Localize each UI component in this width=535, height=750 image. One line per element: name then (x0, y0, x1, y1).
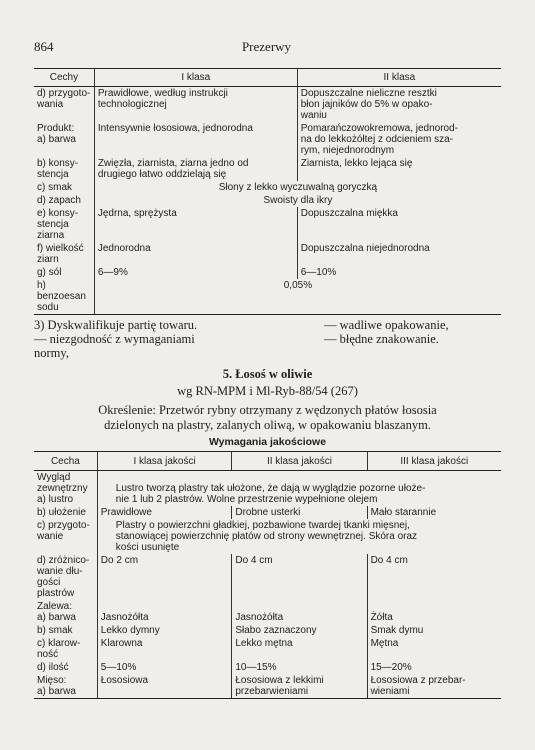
row-value-class-1: Prawidłowe, według instrukcji technologicznej (94, 87, 297, 123)
note-line-1: 3) Dyskwalifikuje partię towaru. (34, 318, 198, 332)
row-value-both-classes: Swoisty dla ikry (263, 195, 333, 206)
section-definition: Określenie: Przetwór rybny otrzymany z wędzonych płatów łososia dzielonych na plastry, zalanych oliwą, w opakowaniu blaszanym. (98, 403, 437, 432)
requirements-title: Wymagania jakościowe (208, 436, 327, 448)
col-header-quality-2: II klasa jakości (232, 452, 367, 471)
row-value-quality-1: 5—10% (97, 661, 232, 674)
table-row (34, 207, 501, 242)
row-feature: h) benzoesan sodu (34, 279, 94, 315)
table-row (34, 600, 501, 624)
row-value-class-1: 6—9% (94, 266, 297, 279)
row-value-all-classes: Lustro tworzą plastry tak ułożone, że dają w wyglądzie pozorne ułoże- nie 1 lub 2 plastrów. Wolne przestrzenie wypełnione olejem (115, 483, 426, 505)
table-row (34, 122, 501, 157)
table-row (34, 471, 501, 507)
row-feature: c) klarow- ność (34, 637, 97, 661)
row-value-quality-2: Lekko mętna (232, 637, 367, 661)
table-row (34, 637, 501, 661)
col-header-class-1: I klasa (94, 69, 297, 87)
row-feature: Zalewa: a) barwa (34, 600, 97, 624)
row-value-quality-1: Łososiowa (97, 674, 232, 699)
row-feature: Produkt: a) barwa (34, 122, 94, 157)
row-feature: Wygląd zewnętrzny a) lustro (34, 471, 97, 507)
row-value-class-1: Zwięzła, ziarnista, ziarna jedno od drugiego łatwo oddzielają się (94, 157, 297, 181)
note-line-3: normy, (34, 346, 69, 360)
table-row (34, 624, 501, 637)
row-feature: e) konsy- stencja ziarna (34, 207, 94, 242)
row-feature: b) konsy- stencja (34, 157, 94, 181)
row-value-class-2: Pomarańczowokremowa, jednorod- na do lekkożółtej z odcieniem sza- rym, niejednorodnym (300, 123, 459, 156)
table-row (34, 519, 501, 554)
table-row (34, 674, 501, 699)
row-feature: c) smak (34, 181, 94, 194)
row-value-class-1: Jędrna, sprężysta (94, 207, 297, 242)
row-value-all-classes: Plastry o powierzchni gładkiej, pozbawione twardej tkanki mięsnej, stanowiącej powierzchnię płatów od strony wewnętrznej. Skóra oraz kości usunięte (115, 520, 418, 553)
row-feature: d) ilość (34, 661, 97, 674)
caviar-quality-table (34, 68, 501, 315)
row-value-quality-1: Lekko dymny (97, 624, 232, 637)
col-header-quality-1: I klasa jakości (97, 452, 232, 471)
row-value-quality-2: Łososiowa z lekkimi przebarwieniami (232, 674, 367, 699)
row-value-quality-1: Klarowna (97, 637, 232, 661)
note-right-1: — wadliwe opakowanie, (324, 318, 449, 332)
row-value-quality-3: Mało starannie (370, 507, 437, 518)
note-right-2: — błędne znakowanie. (324, 332, 439, 346)
running-title: Prezerwy (241, 39, 292, 54)
row-feature: f) wielkość ziarn (34, 242, 94, 266)
row-value-quality-1: Prawidłowe (97, 506, 232, 519)
col-header-quality-3: III klasa jakości (367, 452, 501, 471)
page-header (34, 39, 499, 55)
section-standard: wg RN-MPM i Ml-Ryb-88/54 (267) (177, 384, 358, 398)
table-row (34, 661, 501, 674)
row-feature: g) sól (34, 266, 94, 279)
row-value-quality-2: Słabo zaznaczony (232, 624, 367, 637)
row-value-quality-2: 10—15% (232, 661, 367, 674)
table-row (34, 194, 501, 207)
col-header-cecha: Cecha (34, 452, 97, 471)
row-value-quality-3: Do 4 cm (370, 555, 408, 566)
row-value-quality-3: 15—20% (370, 662, 412, 673)
row-value-quality-1: Do 2 cm (97, 554, 232, 600)
row-feature: d) zapach (34, 194, 94, 207)
row-value-class-1: Jednorodna (94, 242, 297, 266)
row-feature: b) ułożenie (34, 506, 97, 519)
row-feature: b) smak (34, 624, 97, 637)
note-line-2: — niezgodność z wymaganiami (34, 332, 195, 346)
row-value-quality-1: Jasnożółta (97, 600, 232, 624)
table-row (34, 87, 501, 123)
row-value-quality-3: Smak dymu (370, 625, 424, 636)
table-row (34, 506, 501, 519)
row-feature: c) przygoto- wanie (34, 519, 97, 554)
row-value-quality-2: Do 4 cm (232, 554, 367, 600)
row-value-quality-3: Łososiowa z przebar- wieniami (367, 674, 501, 699)
table-row (34, 181, 501, 194)
row-value-class-1: Intensywnie łososiowa, jednorodna (94, 122, 297, 157)
row-value-class-2: Dopuszczalna niejednorodna (300, 243, 430, 254)
section-title: 5. Łosoś w oliwie (222, 367, 313, 381)
row-feature: d) przygoto- wania (34, 87, 94, 123)
table-row (34, 266, 501, 279)
row-value-class-2: 6—10% (300, 267, 337, 278)
row-feature: Mięso: a) barwa (34, 674, 97, 699)
row-value-both-classes: Słony z lekko wyczuwalną goryczką (218, 182, 378, 193)
row-value-quality-2: Drobne usterki (232, 506, 367, 519)
table-row (34, 279, 501, 315)
table-row (34, 242, 501, 266)
row-value-class-2: Dopuszczalna miękka (300, 208, 398, 219)
salmon-quality-table (34, 451, 501, 699)
row-value-quality-2: Jasnożółta (232, 600, 367, 624)
table-row (34, 157, 501, 181)
row-value-both-classes: 0,05% (94, 279, 501, 315)
row-value-class-2: Ziarnista, lekko lejąca się (300, 158, 413, 169)
row-value-quality-3: Mętna (370, 638, 399, 649)
col-header-cechy: Cechy (34, 69, 94, 87)
row-feature: d) zróżnico- wanie dłu- gości plastrów (34, 554, 97, 600)
col-header-class-2: II klasa (297, 69, 501, 87)
page-number: 864 (34, 39, 54, 54)
table-row (34, 554, 501, 600)
row-value-quality-3: Żółta (370, 612, 393, 623)
row-value-class-2: Dopuszczalne nieliczne resztki błon jajników do 5% w opako- waniu (300, 88, 437, 121)
